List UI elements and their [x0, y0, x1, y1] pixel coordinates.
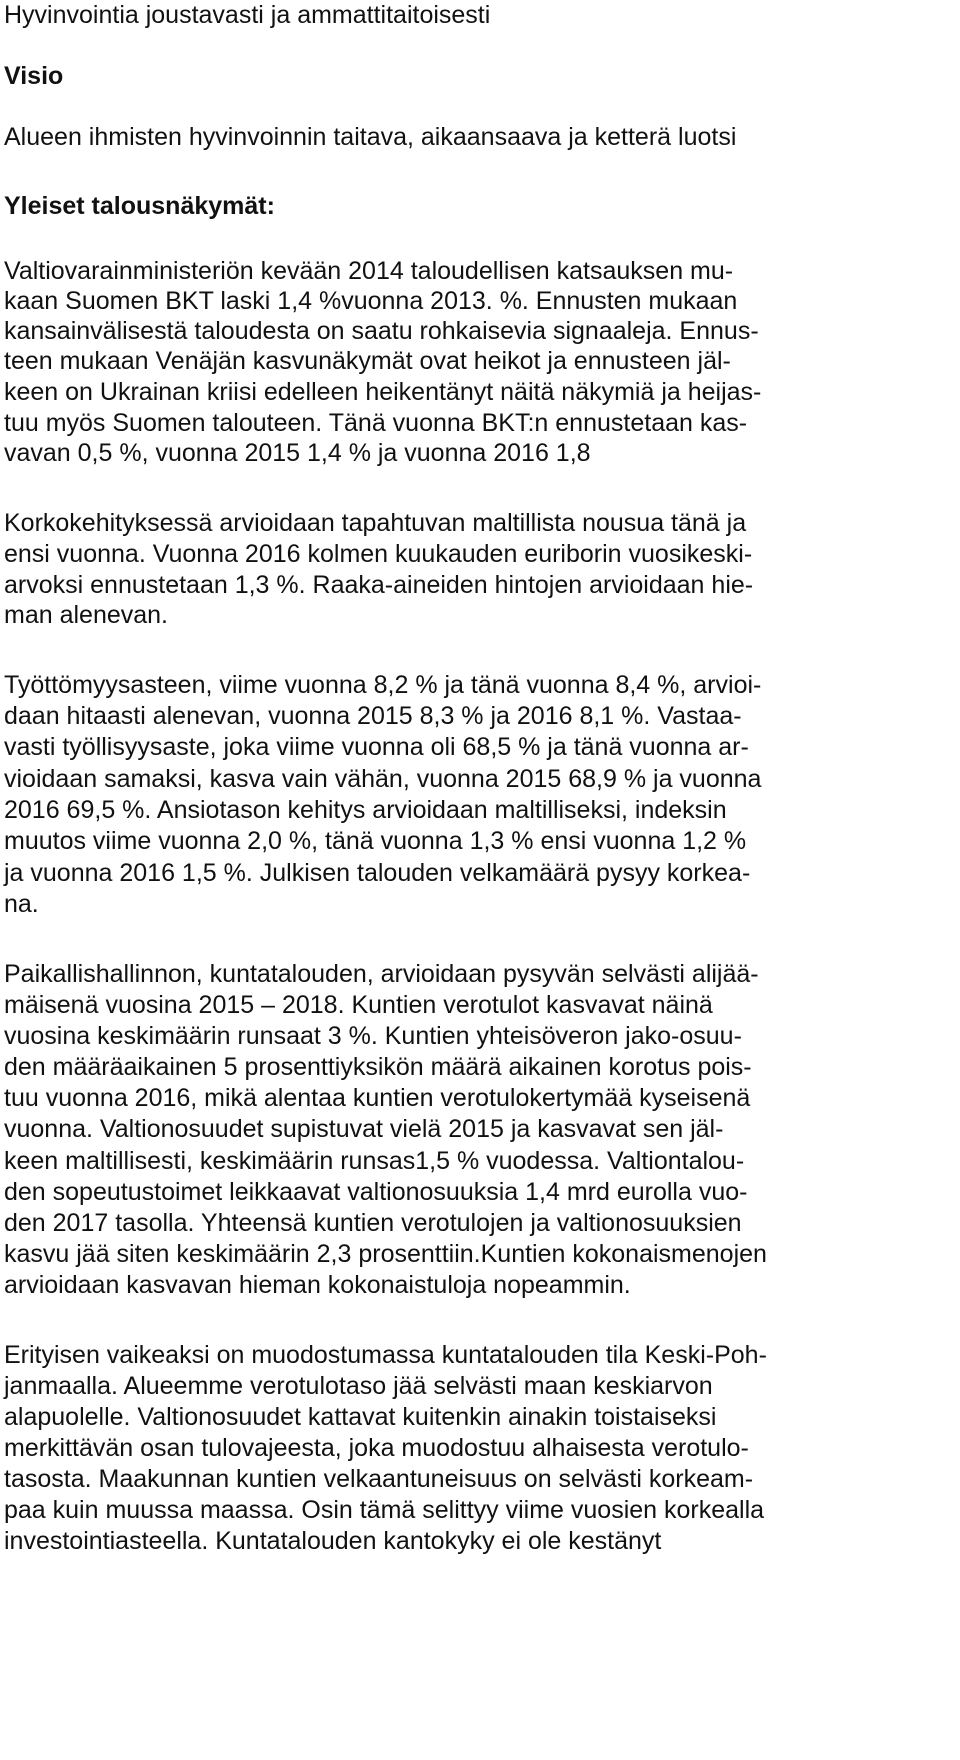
text-line: den sopeutustoimet leikkaavat valtionosuuksia 1,4 mrd eurolla vuo-	[4, 1178, 748, 1206]
outlook-heading: Yleiset talousnäkymät:	[4, 192, 275, 220]
text-line: merkittävän osan tulovajeesta, joka muodostuu alhaisesta verotulo-	[4, 1434, 749, 1462]
text-line: Työttömyysasteen, viime vuonna 8,2 % ja tänä vuonna 8,4 %, arvioi-	[4, 671, 762, 699]
text-line: tuu vuonna 2016, mikä alentaa kuntien verotulokertymää kyseisenä	[4, 1084, 751, 1112]
text-line: mäisenä vuosina 2015 – 2018. Kuntien verotulot kasvavat näinä	[4, 991, 713, 1019]
text-line: paa kuin muussa maassa. Osin tämä selittyy viime vuosien korkealla	[4, 1496, 765, 1524]
text-line: Paikallishallinnon, kuntatalouden, arvioidaan pysyvän selvästi alijää-	[4, 960, 759, 988]
text-line: ja vuonna 2016 1,5 %. Julkisen talouden velkamäärä pysyy korkea-	[4, 859, 751, 887]
text-line: Erityisen vaikeaksi on muodostumassa kuntatalouden tila Keski-Poh-	[4, 1341, 767, 1369]
text-line: man alenevan.	[4, 601, 169, 629]
text-line: tasosta. Maakunnan kuntien velkaantuneisuus on selvästi korkeam-	[4, 1465, 754, 1493]
text-line: den 2017 tasolla. Yhteensä kuntien verotulojen ja valtionosuuksien	[4, 1209, 742, 1237]
text-line: keen maltillisesti, keskimäärin runsas1,5 % vuodessa. Valtiontalou-	[4, 1147, 745, 1175]
text-line: den määräaikainen 5 prosenttiyksikön määrä aikainen korotus pois-	[4, 1053, 752, 1081]
text-line: kaan Suomen BKT laski 1,4 %vuonna 2013. %. Ennusten mukaan	[4, 287, 738, 315]
text-line: arvioidaan kasvavan hieman kokonaistuloja nopeammin.	[4, 1271, 631, 1299]
text-line: vuosina keskimäärin runsaat 3 %. Kuntien yhteisöveron jako-osuu-	[4, 1022, 742, 1050]
text-line: investointiasteella. Kuntatalouden kantokyky ei ole kestänyt	[4, 1527, 662, 1555]
text-line: vavan 0,5 %, vuonna 2015 1,4 % ja vuonna 2016 1,8	[4, 439, 591, 467]
text-line: Valtiovarainministeriön kevään 2014 taloudellisen katsauksen mu-	[4, 257, 734, 285]
visio-text: Alueen ihmisten hyvinvoinnin taitava, aikaansaava ja ketterä luotsi	[4, 123, 737, 151]
text-line: vuonna. Valtionosuudet supistuvat vielä 2015 ja kasvavat sen jäl-	[4, 1115, 724, 1143]
text-line: janmaalla. Alueemme verotulotaso jää selvästi maan keskiarvon	[4, 1372, 713, 1400]
text-line: alapuolelle. Valtionosuudet kattavat kuitenkin ainakin toistaiseksi	[4, 1403, 717, 1431]
text-line: ensi vuonna. Vuonna 2016 kolmen kuukauden euriborin vuosikeski-	[4, 540, 753, 568]
visio-heading: Visio	[4, 62, 64, 90]
text-line: vioidaan samaksi, kasva vain vähän, vuonna 2015 68,9 % ja vuonna	[4, 765, 762, 793]
document-header: Hyvinvointia joustavasti ja ammattitaitoisesti	[4, 1, 491, 29]
text-line: kasvu jää siten keskimäärin 2,3 prosenttiin.Kuntien kokonaismenojen	[4, 1240, 767, 1268]
text-line: Korkokehityksessä arvioidaan tapahtuvan maltillista nousua tänä ja	[4, 509, 747, 537]
text-line: teen mukaan Venäjän kasvunäkymät ovat heikot ja ennusteen jäl-	[4, 347, 731, 375]
text-line: vasti työllisyysaste, joka viime vuonna oli 68,5 % ja tänä vuonna ar-	[4, 733, 749, 761]
text-line: muutos viime vuonna 2,0 %, tänä vuonna 1,3 % ensi vuonna 1,2 %	[4, 827, 747, 855]
text-line: arvoksi ennustetaan 1,3 %. Raaka-aineiden hintojen arvioidaan hie-	[4, 571, 754, 599]
text-line: kansainvälisestä taloudesta on saatu rohkaisevia signaaleja. Ennus-	[4, 317, 759, 345]
text-line: daan hitaasti alenevan, vuonna 2015 8,3 % ja 2016 8,1 %. Vastaa-	[4, 702, 742, 730]
text-line: keen on Ukrainan kriisi edelleen heikentänyt näitä näkymiä ja heijas-	[4, 378, 762, 406]
text-line: 2016 69,5 %. Ansiotason kehitys arvioidaan maltilliseksi, indeksin	[4, 796, 727, 824]
text-line: tuu myös Suomen talouteen. Tänä vuonna BKT:n ennustetaan kas-	[4, 409, 748, 437]
text-line: na.	[4, 890, 39, 918]
